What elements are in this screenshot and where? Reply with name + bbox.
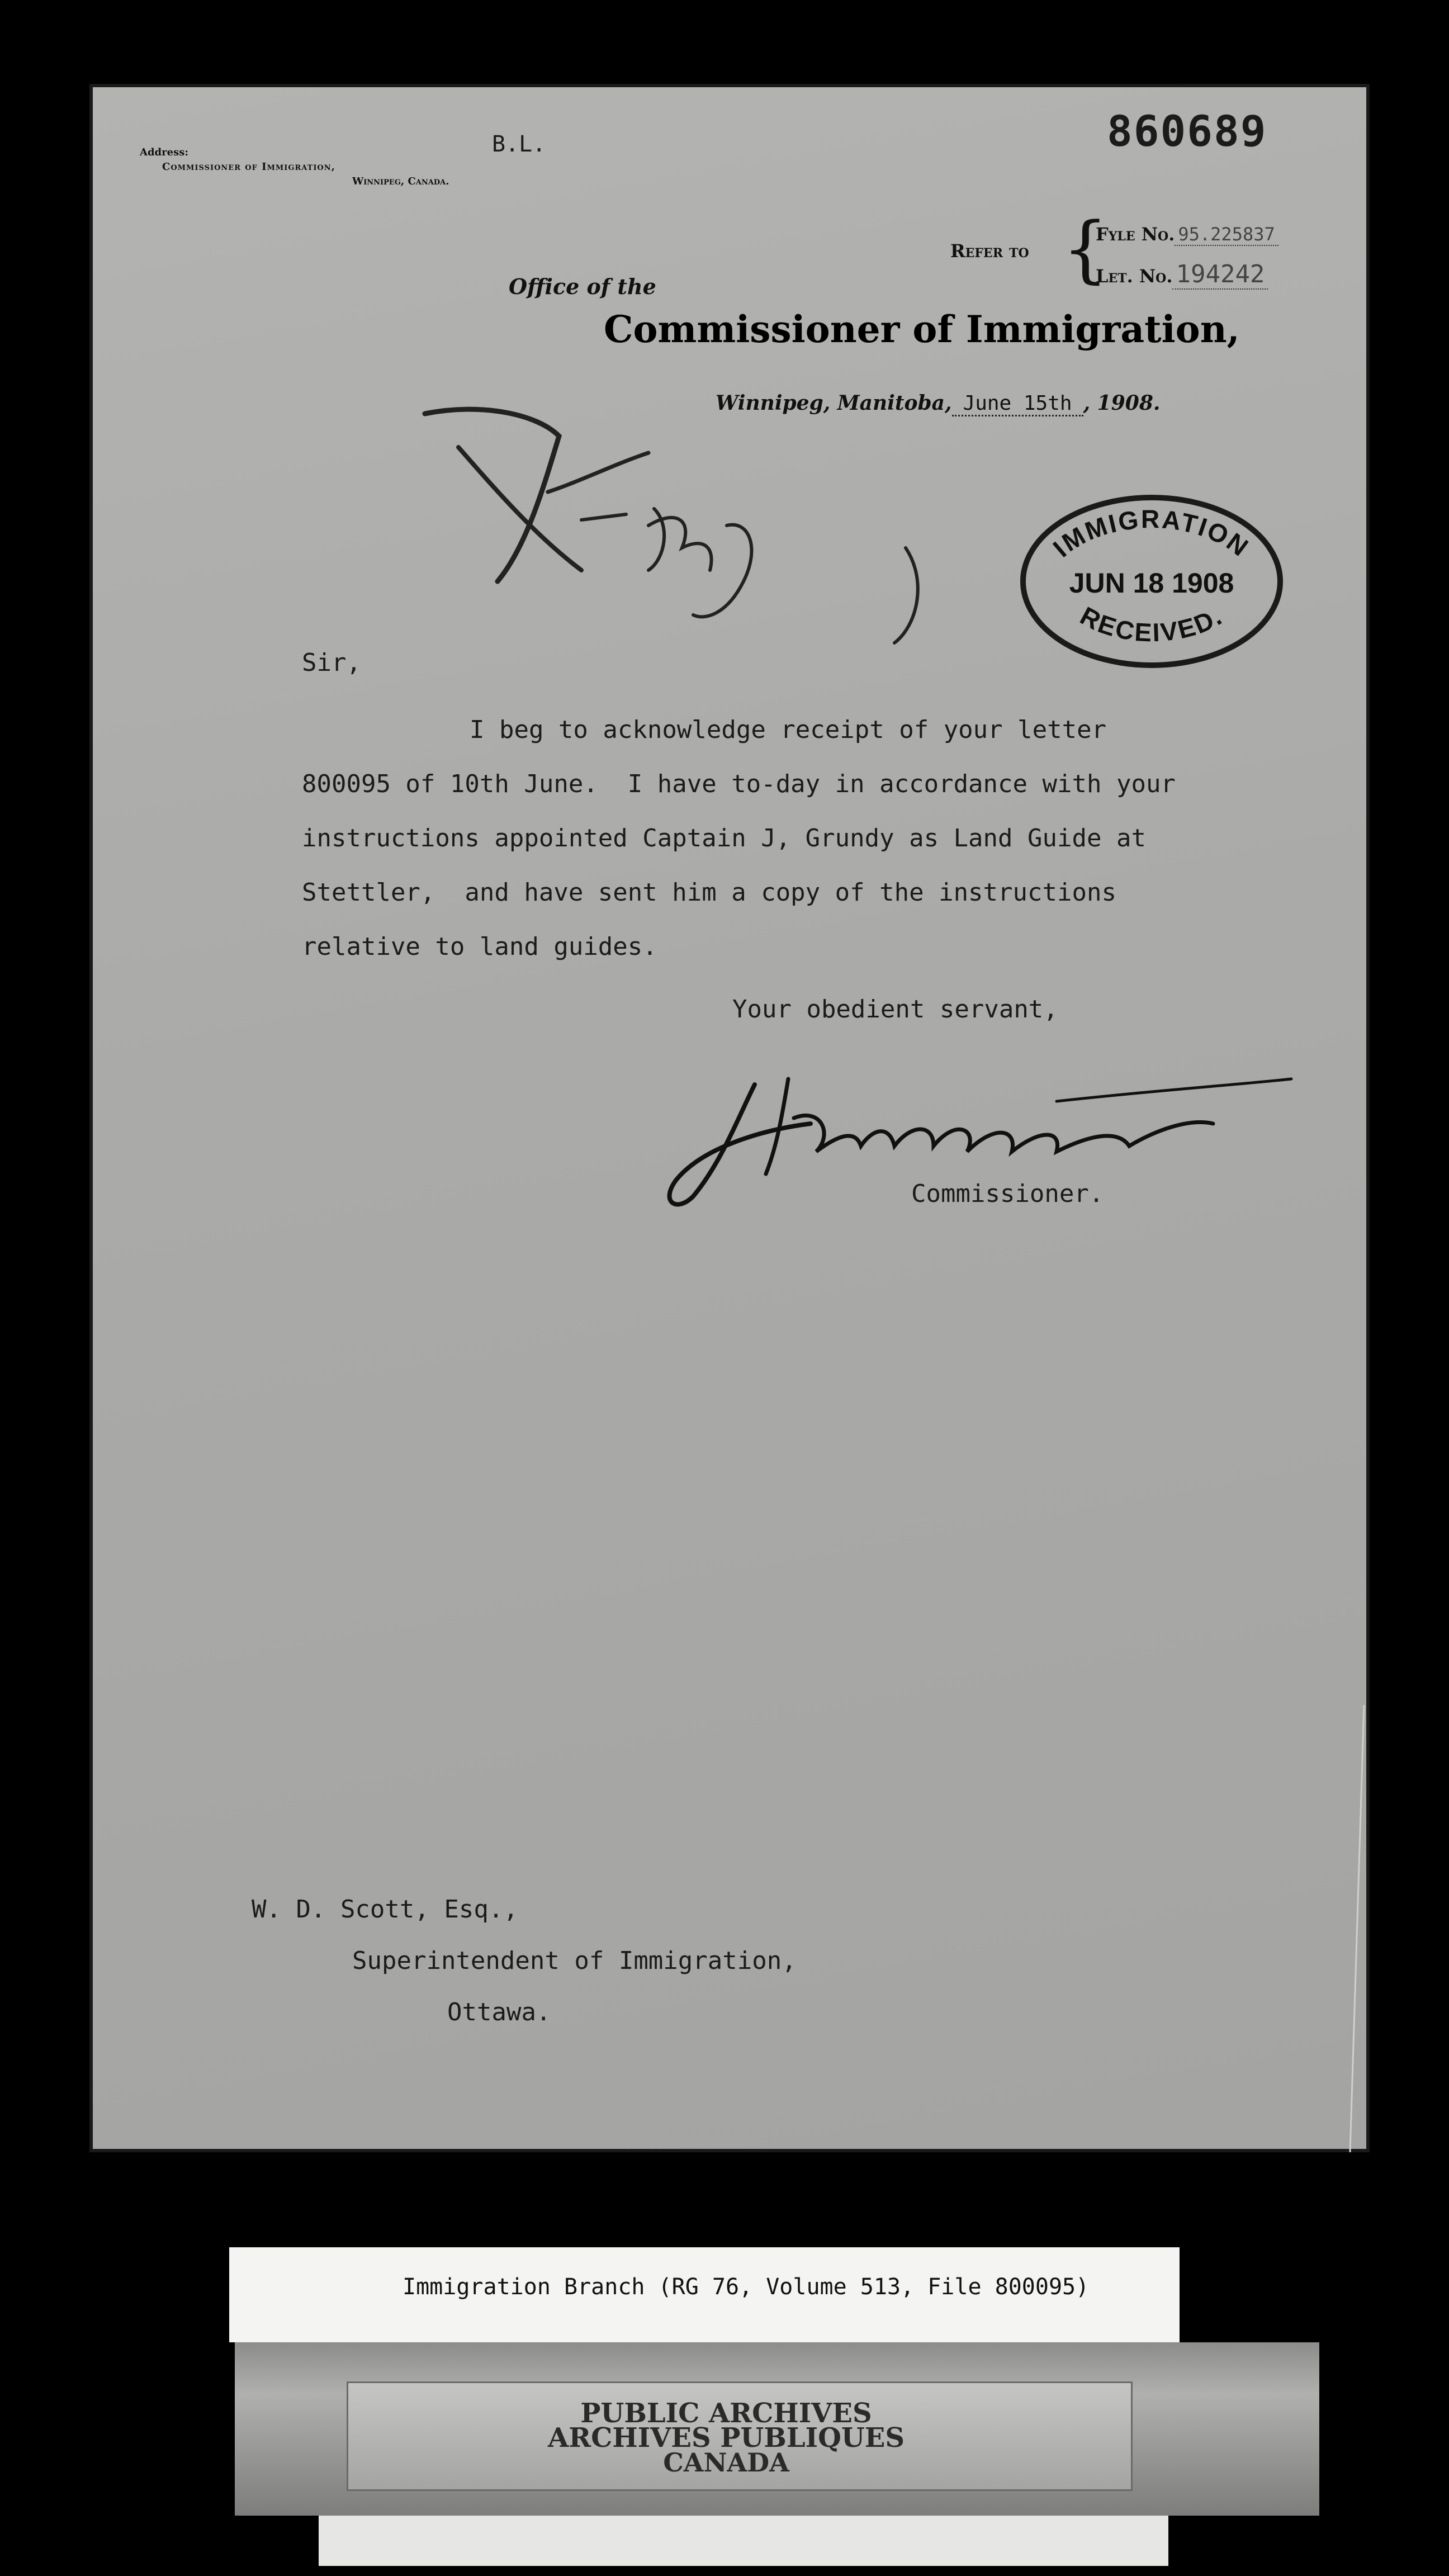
file-number-value: 95.225837 bbox=[1175, 224, 1278, 246]
file-number-label: Fyle No. bbox=[1096, 224, 1175, 245]
office-of-the: Office of the bbox=[509, 274, 656, 299]
letter-page bbox=[89, 84, 1370, 2152]
stamp-top-text: IMMIGRATION bbox=[1047, 504, 1255, 563]
addressee-block bbox=[252, 1884, 797, 2038]
body-line: Stettler, and have sent him a copy of the instructions bbox=[302, 878, 1116, 907]
archive-band-lower bbox=[319, 2516, 1168, 2566]
body-line: relative to land guides. bbox=[302, 932, 657, 961]
date: June 15th bbox=[952, 392, 1083, 416]
office-title: Commissioner of Immigration, bbox=[604, 307, 1240, 351]
addressee-title: Superintendent of Immigration, bbox=[352, 1947, 797, 1975]
public-archives-stamp bbox=[548, 2398, 905, 2478]
address-label: Address: bbox=[140, 146, 188, 158]
dateline: Winnipeg, Manitoba, June 15th , 1908. bbox=[716, 391, 1160, 415]
received-stamp bbox=[1006, 486, 1297, 676]
handwritten-annotation-icon bbox=[414, 380, 973, 660]
addressee-name: W. D. Scott, Esq., bbox=[252, 1895, 518, 1924]
refer-to-block bbox=[950, 206, 1342, 291]
refer-to-label: Refer to bbox=[950, 240, 1029, 262]
body-line: 800095 of 10th June. I have to-day in accordance with your bbox=[302, 770, 1176, 798]
archives-line-3: CANADA bbox=[663, 2447, 789, 2478]
address-line-1: Commissioner of Immigration, bbox=[162, 161, 335, 173]
addressee-city: Ottawa. bbox=[447, 1998, 551, 2026]
letter-number-row bbox=[1096, 260, 1268, 288]
salutation: Sir, bbox=[302, 648, 361, 677]
stamp-bottom-text: RECEIVED. bbox=[1075, 600, 1228, 647]
letterhead-address bbox=[140, 145, 449, 189]
svg-text:RECEIVED. bbox=[1076, 601, 1228, 647]
paper-fold-line bbox=[1347, 1705, 1370, 2152]
closing: Your obedient servant, bbox=[732, 995, 1058, 1024]
address-line-2: Winnipeg, Canada. bbox=[352, 176, 449, 187]
archives-line-1: PUBLIC ARCHIVES bbox=[580, 2398, 872, 2429]
letter-number-value: 194242 bbox=[1172, 260, 1268, 290]
archives-line-2: ARCHIVES PUBLIQUES bbox=[548, 2422, 905, 2454]
letter-body bbox=[302, 703, 1336, 974]
body-line: instructions appointed Captain J, Grundy as Land Guide at bbox=[302, 824, 1146, 853]
signer-title: Commissioner. bbox=[911, 1180, 1104, 1208]
typist-initials: B.L. bbox=[492, 131, 546, 157]
place: Winnipeg, Manitoba, bbox=[716, 391, 952, 415]
file-number-row bbox=[1096, 224, 1278, 245]
letter-number-label: Let. No. bbox=[1096, 266, 1173, 287]
year: 1908. bbox=[1097, 391, 1161, 415]
archive-caption: Immigration Branch (RG 76, Volume 513, File 800095) bbox=[402, 2274, 1090, 2300]
body-line: I beg to acknowledge receipt of your letter bbox=[470, 716, 1107, 744]
brace-icon: { bbox=[1062, 206, 1109, 291]
archive-caption-strip bbox=[229, 2247, 1180, 2342]
document-number: 860689 bbox=[1107, 106, 1267, 156]
stamp-date: JUN 18 1908 bbox=[1069, 567, 1234, 599]
